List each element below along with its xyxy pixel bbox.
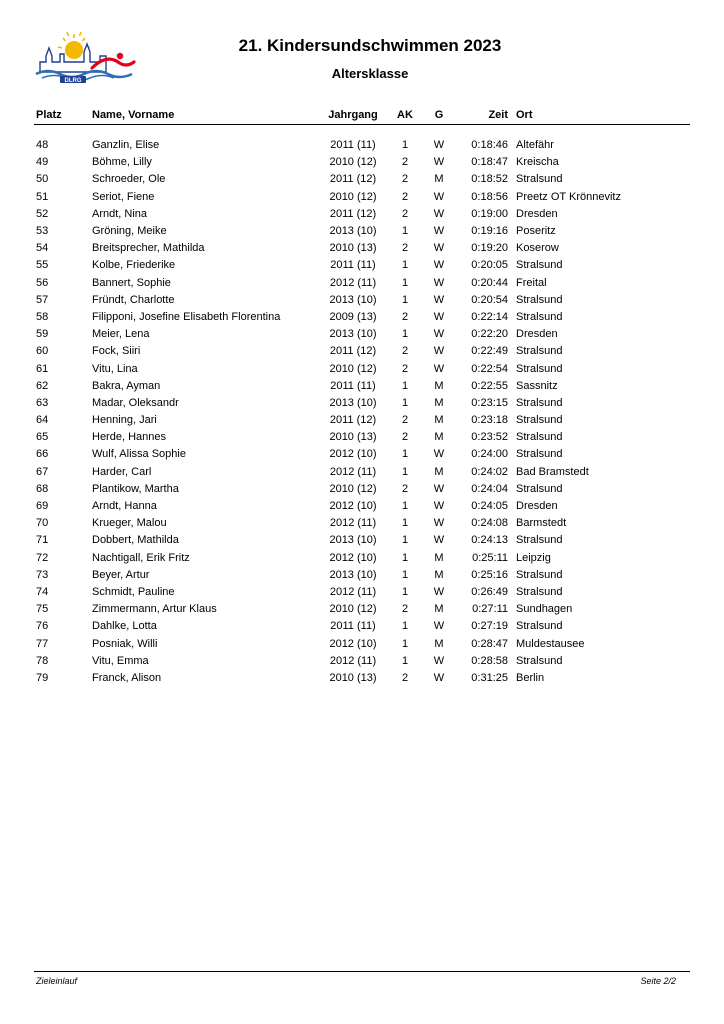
cell-name: Breitsprecher, Mathilda [92,242,205,255]
cell-name: Meier, Lena [92,328,150,341]
cell-platz: 76 [36,620,49,633]
cell-ort: Dresden [516,328,558,341]
cell-geschlecht: M [434,431,444,444]
cell-jahrgang: 2012 (11) [329,517,377,530]
footer-divider [34,971,690,972]
cell-ort: Koserow [516,242,559,255]
table-row [34,223,690,240]
cell-ort: Berlin [516,671,545,684]
cell-zeit: 0:28:58 [471,654,508,667]
table-row [34,653,690,670]
cell-platz: 62 [36,379,49,392]
cell-jahrgang: 2012 (11) [329,585,377,598]
cell-name: Kolbe, Friederike [92,259,176,272]
cell-zeit: 0:19:16 [471,225,508,238]
cell-jahrgang: 2010 (13) [329,671,377,684]
cell-jahrgang: 2010 (12) [329,156,377,169]
cell-zeit: 0:18:52 [471,173,508,186]
cell-ort: Bad Bramstedt [516,465,589,478]
cell-geschlecht: W [433,362,445,375]
cell-geschlecht: W [433,534,445,547]
footer-label: Zieleinlauf [36,976,78,986]
cell-geschlecht: W [433,190,445,203]
cell-zeit: 0:27:19 [471,620,508,633]
cell-zeit: 0:19:00 [471,207,508,220]
cell-ak: 2 [401,603,409,616]
dlrg-event-logo [34,32,138,84]
table-row [34,171,690,188]
cell-platz: 61 [36,362,49,375]
cell-zeit: 0:25:11 [472,551,508,564]
cell-platz: 56 [36,276,49,289]
cell-platz: 63 [36,396,49,409]
cell-zeit: 0:22:49 [471,345,508,358]
cell-platz: 79 [36,671,49,684]
column-header-platz: Platz [36,109,62,121]
cell-ort: Freital [516,276,547,289]
cell-platz: 50 [36,173,49,186]
cell-name: Posniak, Willi [92,637,158,650]
cell-ak: 1 [401,585,409,598]
cell-jahrgang: 2012 (10) [329,551,377,564]
cell-ort: Stralsund [516,345,563,358]
table-row [34,446,690,463]
cell-geschlecht: W [433,310,445,323]
cell-ak: 1 [401,517,409,530]
cell-geschlecht: M [434,603,444,616]
cell-jahrgang: 2010 (13) [329,431,377,444]
cell-ort: Sassnitz [516,379,558,392]
cell-ak: 1 [401,259,409,272]
cell-name: Schroeder, Ole [92,173,166,186]
cell-name: Beyer, Artur [92,568,150,581]
cell-geschlecht: W [433,293,445,306]
cell-geschlecht: W [433,207,445,220]
cell-geschlecht: W [433,517,445,530]
cell-geschlecht: M [434,568,444,581]
cell-platz: 54 [36,242,49,255]
cell-platz: 53 [36,225,49,238]
cell-jahrgang: 2009 (13) [329,310,377,323]
cell-name: Krueger, Malou [92,517,167,530]
cell-geschlecht: M [434,551,444,564]
cell-name: Wulf, Alissa Sophie [92,448,186,461]
cell-name: Vitu, Emma [92,654,149,667]
cell-platz: 68 [36,482,49,495]
cell-jahrgang: 2013 (10) [329,568,377,581]
cell-ort: Stralsund [516,396,563,409]
table-row [34,378,690,395]
cell-name: Herde, Hannes [92,431,166,444]
cell-name: Bakra, Ayman [92,379,161,392]
cell-geschlecht: W [433,259,445,272]
cell-ak: 2 [401,345,409,358]
table-row [34,481,690,498]
cell-name: Franck, Alison [92,671,162,684]
table-row [34,567,690,584]
results-body [34,125,690,688]
table-row [34,309,690,326]
cell-geschlecht: W [433,225,445,238]
table-row [34,670,690,687]
cell-name: Vitu, Lina [92,362,138,375]
cell-platz: 71 [36,534,49,547]
cell-ak: 1 [401,225,409,238]
cell-name: Ganzlin, Elise [92,139,160,152]
cell-zeit: 0:22:14 [471,310,508,323]
cell-name: Schmidt, Pauline [92,585,175,598]
cell-geschlecht: W [433,500,445,513]
cell-geschlecht: W [433,620,445,633]
cell-geschlecht: W [433,156,445,169]
cell-jahrgang: 2012 (10) [329,637,377,650]
cell-geschlecht: M [434,379,444,392]
cell-ort: Stralsund [516,362,563,375]
cell-zeit: 0:25:16 [471,568,508,581]
cell-zeit: 0:18:47 [471,156,508,169]
cell-zeit: 0:18:46 [471,139,508,152]
cell-platz: 69 [36,500,49,513]
cell-jahrgang: 2011 (12) [329,207,377,220]
cell-jahrgang: 2013 (10) [329,396,377,409]
cell-geschlecht: W [433,345,445,358]
cell-name: Harder, Carl [92,465,152,478]
cell-zeit: 0:22:20 [471,328,508,341]
cell-name: Fock, Siiri [92,345,141,358]
cell-zeit: 0:19:20 [471,242,508,255]
cell-name: Zimmermann, Artur Klaus [92,603,217,616]
cell-platz: 52 [36,207,49,220]
cell-ort: Stralsund [516,310,563,323]
cell-jahrgang: 2012 (10) [329,448,377,461]
cell-ort: Stralsund [516,293,563,306]
cell-ak: 1 [401,620,409,633]
table-row [34,635,690,652]
page-title: 21. Kindersundschwimmen 2023 [238,36,502,55]
cell-name: Dahlke, Lotta [92,620,157,633]
column-header-ak: AK [397,109,413,121]
cell-ort: Leipzig [516,551,551,564]
cell-name: Seriot, Fiene [92,190,155,203]
cell-ak: 2 [401,362,409,375]
cell-jahrgang: 2011 (12) [329,414,377,427]
table-row [34,326,690,343]
cell-jahrgang: 2012 (10) [329,500,377,513]
cell-jahrgang: 2010 (12) [329,482,377,495]
cell-ort: Stralsund [516,568,563,581]
cell-ak: 2 [401,310,409,323]
cell-name: Bannert, Sophie [92,276,171,289]
table-row [34,601,690,618]
cell-platz: 60 [36,345,49,358]
table-row [34,550,690,567]
cell-zeit: 0:31:25 [471,671,508,684]
cell-zeit: 0:26:49 [471,585,508,598]
cell-zeit: 0:24:05 [471,500,508,513]
table-row [34,189,690,206]
cell-geschlecht: W [433,671,445,684]
column-header-zeit: Zeit [488,109,508,121]
cell-jahrgang: 2013 (10) [329,328,377,341]
table-row [34,584,690,601]
cell-zeit: 0:20:05 [471,259,508,272]
table-row [34,240,690,257]
cell-jahrgang: 2010 (12) [329,362,377,375]
cell-jahrgang: 2010 (13) [329,242,377,255]
table-row [34,275,690,292]
cell-jahrgang: 2011 (11) [330,379,376,392]
column-header-jahrgang: Jahrgang [328,109,378,121]
cell-ak: 2 [401,207,409,220]
cell-ak: 2 [401,190,409,203]
cell-jahrgang: 2012 (11) [329,465,377,478]
cell-jahrgang: 2012 (11) [329,654,377,667]
table-row [34,360,690,377]
cell-ort: Altefähr [516,139,554,152]
cell-ort: Muldestausee [516,637,585,650]
cell-platz: 67 [36,465,49,478]
cell-ort: Dresden [516,207,558,220]
cell-geschlecht: W [433,276,445,289]
cell-ak: 1 [401,139,409,152]
cell-zeit: 0:20:44 [471,276,508,289]
column-header-ort: Ort [516,109,533,121]
cell-name: Böhme, Lilly [92,156,152,169]
cell-ort: Stralsund [516,448,563,461]
cell-geschlecht: W [433,448,445,461]
cell-ak: 2 [401,431,409,444]
cell-jahrgang: 2011 (12) [329,345,377,358]
cell-platz: 64 [36,414,49,427]
cell-platz: 65 [36,431,49,444]
cell-zeit: 0:24:02 [471,465,508,478]
cell-name: Gröning, Meike [92,225,167,238]
table-row [34,618,690,635]
cell-name: Madar, Oleksandr [92,396,179,409]
cell-ort: Dresden [516,500,558,513]
cell-ak: 1 [401,551,409,564]
cell-geschlecht: M [434,173,444,186]
cell-ort: Barmstedt [516,517,567,530]
cell-ak: 2 [401,156,409,169]
cell-zeit: 0:20:54 [471,293,508,306]
cell-jahrgang: 2010 (12) [329,603,377,616]
cell-name: Filipponi, Josefine Elisabeth Florentina [92,310,281,323]
cell-ak: 2 [401,482,409,495]
cell-ak: 1 [401,654,409,667]
table-row [34,532,690,549]
cell-platz: 75 [36,603,49,616]
cell-ak: 1 [401,276,409,289]
column-header-name: Name, Vorname [92,109,175,121]
cell-jahrgang: 2011 (11) [330,620,376,633]
cell-ort: Stralsund [516,585,563,598]
cell-ak: 2 [401,173,409,186]
cell-jahrgang: 2012 (11) [329,276,377,289]
cell-zeit: 0:23:18 [471,414,508,427]
table-row [34,429,690,446]
cell-geschlecht: M [434,396,444,409]
cell-ort: Stralsund [516,414,563,427]
cell-platz: 55 [36,259,49,272]
cell-ort: Stralsund [516,259,563,272]
cell-jahrgang: 2010 (12) [329,190,377,203]
cell-jahrgang: 2011 (11) [330,259,376,272]
cell-geschlecht: W [433,242,445,255]
cell-ort: Kreischa [516,156,559,169]
cell-ak: 1 [401,293,409,306]
cell-platz: 70 [36,517,49,530]
cell-ort: Preetz OT Krönnevitz [516,190,621,203]
cell-ak: 1 [401,328,409,341]
cell-platz: 77 [36,637,49,650]
cell-zeit: 0:24:13 [471,534,508,547]
cell-zeit: 0:22:54 [471,362,508,375]
cell-jahrgang: 2013 (10) [329,293,377,306]
page-number: Seite 2/2 [640,976,676,986]
cell-name: Nachtigall, Erik Fritz [92,551,190,564]
cell-name: Arndt, Nina [92,207,148,220]
cell-ak: 1 [401,637,409,650]
table-row [34,125,690,155]
cell-geschlecht: M [434,637,444,650]
cell-ak: 2 [401,242,409,255]
cell-platz: 74 [36,585,49,598]
cell-platz: 78 [36,654,49,667]
cell-zeit: 0:24:00 [471,448,508,461]
cell-name: Plantikow, Martha [92,482,179,495]
cell-ak: 1 [401,534,409,547]
cell-zeit: 0:24:08 [471,517,508,530]
cell-geschlecht: M [434,414,444,427]
cell-ak: 1 [401,568,409,581]
cell-geschlecht: M [434,465,444,478]
cell-zeit: 0:28:47 [471,637,508,650]
cell-ort: Stralsund [516,534,563,547]
cell-geschlecht: W [433,585,445,598]
cell-ak: 1 [401,500,409,513]
cell-platz: 66 [36,448,49,461]
cell-platz: 59 [36,328,49,341]
cell-ak: 1 [401,379,409,392]
cell-ak: 1 [401,465,409,478]
cell-geschlecht: W [433,482,445,495]
cell-jahrgang: 2013 (10) [329,534,377,547]
cell-jahrgang: 2013 (10) [329,225,377,238]
cell-ort: Stralsund [516,482,563,495]
table-row [34,395,690,412]
page-subtitle: Altersklasse [331,66,409,81]
cell-jahrgang: 2011 (11) [330,139,376,152]
cell-platz: 72 [36,551,49,564]
table-row [34,343,690,360]
cell-ak: 1 [401,448,409,461]
table-row [34,412,690,429]
cell-ort: Poseritz [516,225,556,238]
table-row [34,154,690,171]
logo-text: DLRG [64,78,82,84]
cell-geschlecht: W [433,654,445,667]
results-table [34,107,690,687]
cell-ak: 2 [401,671,409,684]
table-row [34,515,690,532]
table-row [34,498,690,515]
cell-zeit: 0:27:11 [472,603,508,616]
cell-platz: 49 [36,156,49,169]
table-row [34,206,690,223]
cell-ort: Sundhagen [516,603,573,616]
cell-name: Dobbert, Mathilda [92,534,179,547]
cell-jahrgang: 2011 (12) [329,173,377,186]
cell-ort: Stralsund [516,173,563,186]
cell-name: Arndt, Hanna [92,500,157,513]
cell-ort: Stralsund [516,620,563,633]
cell-zeit: 0:22:55 [471,379,508,392]
cell-platz: 58 [36,310,49,323]
cell-zeit: 0:23:15 [471,396,508,409]
cell-platz: 73 [36,568,49,581]
cell-ak: 1 [401,396,409,409]
cell-zeit: 0:18:56 [471,190,508,203]
table-row [34,257,690,274]
cell-geschlecht: W [433,139,445,152]
cell-geschlecht: W [433,328,445,341]
cell-name: Fründt, Charlotte [92,293,175,306]
table-header-row [34,107,690,125]
cell-ort: Stralsund [516,654,563,667]
cell-platz: 51 [36,190,49,203]
cell-ak: 2 [401,414,409,427]
table-row [34,292,690,309]
cell-platz: 57 [36,293,49,306]
table-row [34,464,690,481]
cell-platz: 48 [36,139,49,152]
column-header-g: G [434,109,444,121]
cell-name: Henning, Jari [92,414,157,427]
cell-ort: Stralsund [516,431,563,444]
cell-zeit: 0:23:52 [471,431,508,444]
cell-zeit: 0:24:04 [471,482,508,495]
